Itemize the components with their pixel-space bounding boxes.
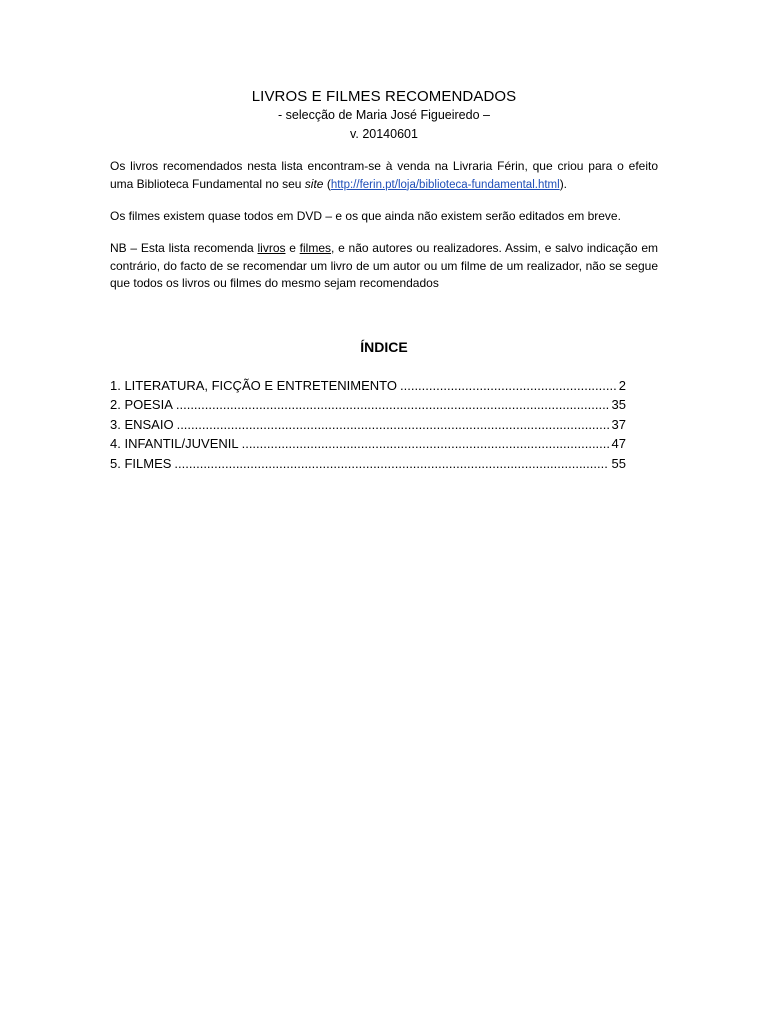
toc-entry-infantil-juvenil[interactable]	[110, 434, 626, 453]
index-heading: ÍNDICE	[360, 339, 408, 355]
toc-entry-page: 47	[611, 436, 626, 452]
toc-entry-poesia[interactable]	[110, 395, 626, 414]
toc-entry-filmes[interactable]	[110, 454, 626, 473]
document-version: v. 20140601	[350, 127, 418, 141]
filmes-underlined: filmes	[299, 241, 332, 255]
toc-entry-page: 35	[611, 397, 626, 413]
document-title: LIVROS E FILMES RECOMENDADOS	[251, 88, 517, 105]
toc-entry-ensaio[interactable]	[110, 415, 626, 434]
toc-entry-page: 37	[611, 416, 626, 432]
toc-leader-dots	[242, 434, 609, 453]
toc-entry-label: 1. LITERATURA, FICÇÃO E ENTRETENIMENTO	[110, 378, 397, 393]
toc-entry-page: 2	[618, 378, 626, 393]
toc-leader-dots	[400, 376, 616, 395]
site-word: site	[304, 176, 324, 191]
toc-leader-dots	[174, 454, 608, 473]
table-of-contents	[110, 376, 626, 473]
nb-text: , e não autores ou realizadores. Assim, e salvo indicação em contrário, do facto de se recomendar um livro de um autor ou um filme de um realizador, não se segue que todos os livros ou filmes do mesmo sejam recomendados	[110, 241, 659, 290]
livros-underlined: livros	[257, 241, 286, 255]
intro-paragraph-dvd: Os filmes existem quase todos em DVD – e os que ainda não existem serão editados em breve.	[110, 209, 621, 223]
intro-paragraph-bookstore	[110, 158, 658, 194]
toc-entry-literatura[interactable]	[110, 376, 626, 395]
toc-leader-dots	[177, 415, 609, 434]
intro-text: ).	[559, 176, 568, 191]
intro-text: (	[323, 176, 331, 191]
toc-leader-dots	[176, 395, 609, 414]
toc-entry-label: 5. FILMES	[110, 455, 172, 471]
nb-text: e	[285, 241, 300, 255]
intro-paragraph-nb	[110, 240, 658, 293]
toc-entry-label: 2. POESIA	[110, 397, 173, 413]
document-subtitle: - selecção de Maria José Figueiredo –	[278, 108, 490, 122]
nb-text: NB – Esta lista recomenda	[110, 241, 258, 255]
biblioteca-fundamental-link[interactable]: http://ferin.pt/loja/biblioteca-fundamental.html	[330, 178, 560, 191]
toc-entry-label: 4. INFANTIL/JUVENIL	[110, 436, 239, 452]
intro-text: Os livros recomendados nesta lista encontram-se à venda na Livraria Férin, que criou para o efeito uma Biblioteca Fundamental no seu	[110, 159, 658, 191]
toc-entry-page: 55	[611, 455, 626, 471]
toc-entry-label: 3. ENSAIO	[110, 416, 174, 432]
